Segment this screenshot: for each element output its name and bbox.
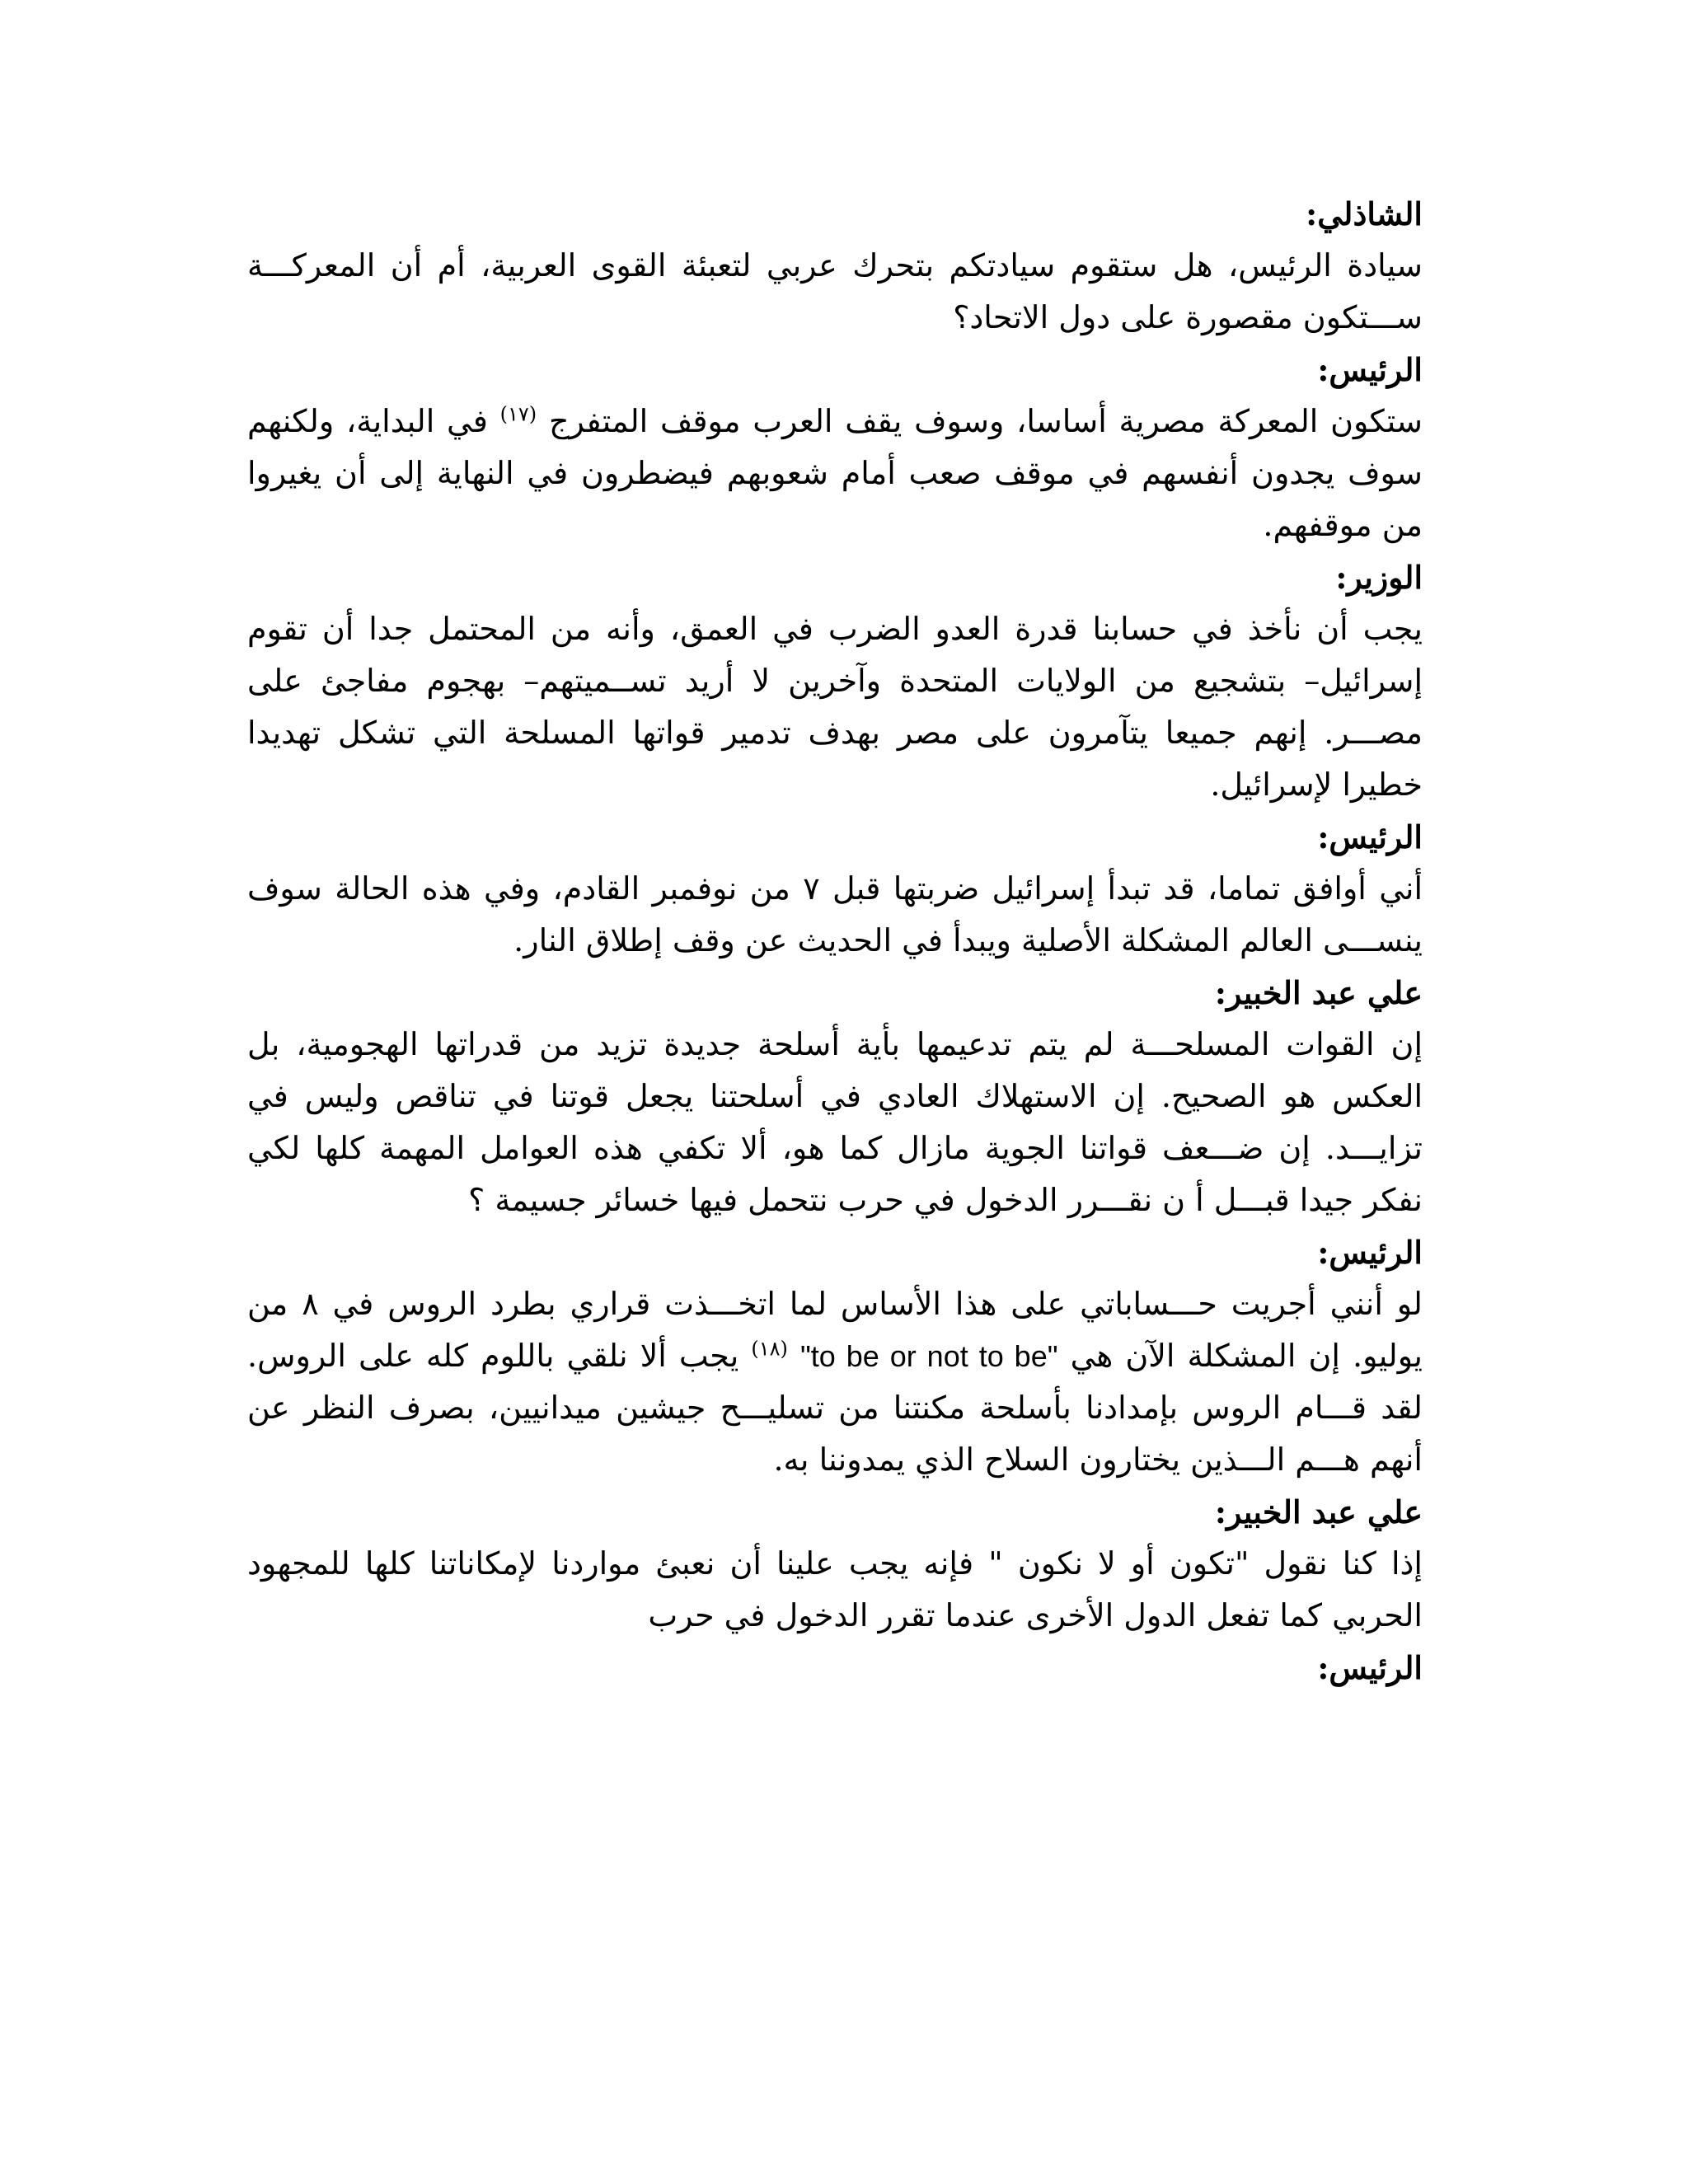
speaker-name: الرئيس:	[1317, 351, 1423, 388]
speaker-name: الرئيس:	[1317, 1234, 1423, 1271]
speech-text: ستكون المعركة مصرية أساسا، وسوف يقف العرب موقف المتفرج	[548, 403, 1423, 439]
speech-paragraph	[247, 1278, 1423, 1486]
speech-text: لو أنني أجريت حـــساباتي على هذا الأساس لما اتخـــذت قراري بطرد الروس في ٨ من يوليو.	[247, 1286, 1423, 1374]
speaker-name: الوزير:	[1335, 559, 1423, 596]
latin-quote: "to be or not to be"	[799, 1339, 1058, 1373]
speech-text: يجب ألا نلقي باللوم كله على الروس. لقد قـــام الروس بإمدادنا بأسلحة مكنتنا من تسليـــح جيشين ميدانيين، بصرف النظر عن أنهم هـــم الـــذين يختارون السلاح الذي يمدوننا به.	[247, 1338, 1423, 1478]
speech-paragraph: يجب أن نأخذ في حسابنا قدرة العدو الضرب في العمق، وأنه من المحتمل جدا أن تقوم إسرائيل– بتشجيع من الولايات المتحدة وآخرين لا أريد تســميتهم– بهجوم مفاجئ على مصـــر. إنهم جميعا يتآمرون على مصر بهدف تدمير قواتها المسلحة التي تشكل تهديدا خطيرا لإسرائيل.	[247, 611, 1423, 803]
speech-paragraph: إذا كنا نقول "تكون أو لا نكون " فإنه يجب علينا أن نعبئ مواردنا لإمكاناتنا كلها للمجهود الحربي كما تفعل الدول الأخرى عندما تقرر الدخول في حرب	[247, 1545, 1423, 1633]
speech-paragraph: أني أوافق تماما، قد تبدأ إسرائيل ضربتها قبل ٧ من نوفمبر القادم، وفي هذه الحالة سوف ينســـى العالم المشكلة الأصلية ويبدأ في الحديث عن وقف إطلاق النار.	[247, 870, 1423, 958]
speech-paragraph: سيادة الرئيس، هل ستقوم سيادتكم بتحرك عربي لتعبئة القوى العربية، أم أن المعركـــة ســـتكون مقصورة على دول الاتحاد؟	[247, 247, 1423, 335]
transcript-body	[247, 188, 1423, 1694]
speech-paragraph	[247, 396, 1423, 551]
speaker-name: الرئيس:	[1317, 818, 1423, 855]
footnote-marker: (١٨)	[751, 1337, 788, 1361]
speaker-name: الرئيس:	[1317, 1649, 1423, 1686]
speech-paragraph: إن القوات المسلحـــة لم يتم تدعيمها بأية أسلحة جديدة تزيد من قدراتها الهجومية، بل العكس هو الصحيح. إن الاستهلاك العادي في أسلحتنا يجعل قوتنا في تناقص وليس في تزايـــد. إن ضـــعف قواتنا الجوية مازال كما هو، ألا تكفي هذه العوامل المهمة كلها لكي نفكر جيدا قبـــل أ ن نقـــرر الدخول في حرب نتحمل فيها خسائر جسيمة ؟	[247, 1026, 1423, 1218]
speech-text: في البداية، ولكنهم سوف يجدون أنفسهم في موقف صعب أمام شعوبهم فيضطرون في النهاية إلى أن يغيروا من موقفهم.	[247, 403, 1423, 543]
footnote-marker: (١٧)	[499, 402, 537, 426]
speaker-name: علي عبد الخبير:	[1214, 1493, 1423, 1530]
speech-text: إن المشكلة الآن هي	[1070, 1338, 1340, 1374]
speaker-name: علي عبد الخبير:	[1214, 974, 1423, 1011]
speaker-name: الشاذلي:	[1306, 195, 1423, 232]
